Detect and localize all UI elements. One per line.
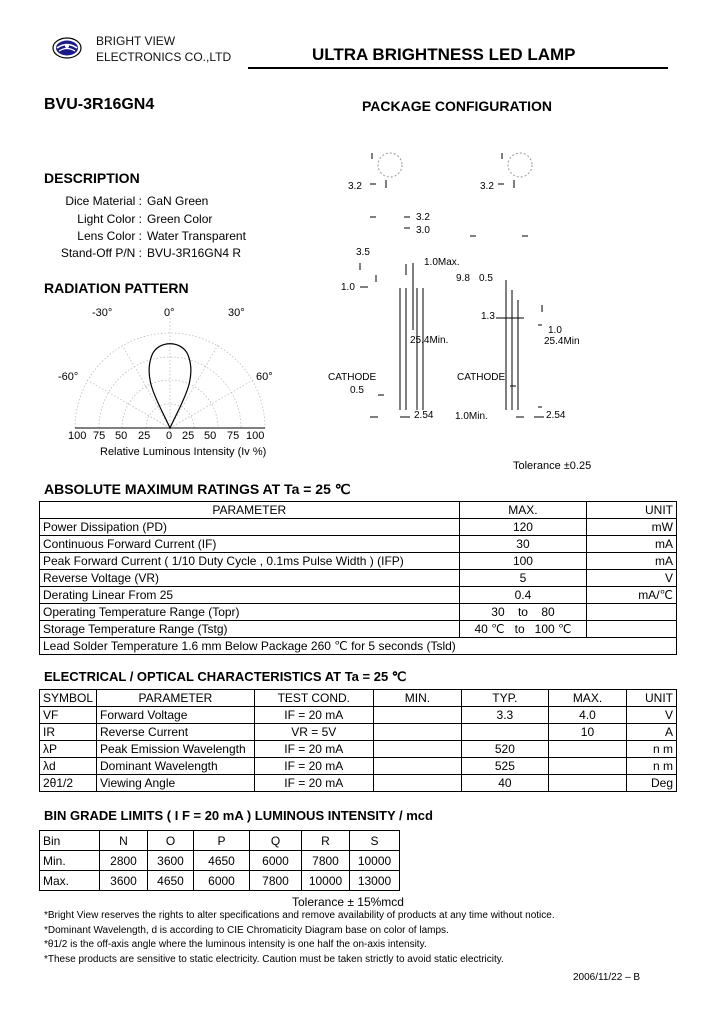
table-header-row <box>40 502 677 519</box>
table-row <box>40 604 677 621</box>
test-cell: IF = 20 mA <box>254 775 373 792</box>
test-cell: VR = 5V <box>254 724 373 741</box>
bin-max-cell: 4650 <box>148 871 194 891</box>
unit-cell: A <box>627 724 677 741</box>
max-cell <box>548 775 627 792</box>
bin-table <box>39 830 400 891</box>
unit-cell: Deg <box>627 775 677 792</box>
typ-cell: 3.3 <box>462 707 548 724</box>
min-cell <box>373 707 461 724</box>
header-max: MAX. <box>459 502 587 519</box>
max-cell: 100 <box>459 553 587 570</box>
part-number: BVU-3R16GN4 <box>44 96 155 113</box>
axis-tick: 100 <box>68 430 87 442</box>
range-to-word: to <box>514 622 525 636</box>
min-cell <box>373 741 461 758</box>
angle-zero: 0° <box>164 307 175 319</box>
bin-min-cell: 4650 <box>194 851 250 871</box>
param-cell: Reverse Voltage (VR) <box>40 570 460 587</box>
title-underline <box>248 67 668 69</box>
bin-header-cell: Q <box>250 831 302 851</box>
param-cell: Storage Temperature Range (Tstg) <box>40 621 460 638</box>
header-symbol: SYMBOL <box>40 690 97 707</box>
angle-plus-30: 30° <box>228 307 245 319</box>
electrical-title: ELECTRICAL / OPTICAL CHARACTERISTICS AT Ta = 25 ℃ <box>44 669 407 684</box>
max-cell: 120 <box>459 519 587 536</box>
header-test: TEST COND. <box>254 690 373 707</box>
table-header-row <box>40 831 400 851</box>
header-unit: UNIT <box>627 690 677 707</box>
note-line: *Dominant Wavelength, d is according to CIE Chromaticity Diagram base on color of lamps. <box>44 925 449 936</box>
unit-cell: mA <box>587 536 677 553</box>
dim-25-4-min-a: 25.4Min. <box>410 335 449 346</box>
dim-2-54-b: 2.54 <box>546 410 566 421</box>
typ-cell: 525 <box>462 758 548 775</box>
company-name-line2: ELECTRONICS CO.,LTD <box>96 50 232 64</box>
param-cell: Peak Forward Current ( 1/10 Duty Cycle , 0.1ms Pulse Width ) (IFP) <box>40 553 460 570</box>
desc-label: Light Color : <box>77 212 142 226</box>
dim-2-54-a: 2.54 <box>414 410 434 421</box>
solder-cell: Lead Solder Temperature 1.6 mm Below Package 260 ℃ for 5 seconds (Tsld) <box>40 638 677 655</box>
symbol-cell: IR <box>40 724 97 741</box>
max-cell <box>548 741 627 758</box>
bin-max-cell: 7800 <box>250 871 302 891</box>
symbol-cell: λd <box>40 758 97 775</box>
dim-1-0-min: 1.0Min. <box>455 411 488 422</box>
note-line: *θ1/2 is the off-axis angle where the luminous intensity is one half the on-axis intensity. <box>44 939 427 950</box>
package-title: PACKAGE CONFIGURATION <box>362 98 553 114</box>
axis-tick: 25 <box>182 430 195 442</box>
range-from: 30 <box>491 605 505 619</box>
symbol-cell: 2θ1/2 <box>40 775 97 792</box>
range-to: 80 <box>541 605 555 619</box>
max-cell: 30 <box>459 536 587 553</box>
header-parameter: PARAMETER <box>40 502 460 519</box>
desc-value: BVU-3R16GN4 R <box>147 246 242 260</box>
header-unit: UNIT <box>587 502 677 519</box>
bin-header-cell: Bin <box>40 831 100 851</box>
bin-header-cell: S <box>350 831 400 851</box>
range-cell <box>459 621 587 638</box>
cathode-label-b: CATHODE <box>457 372 506 383</box>
dim-3-0: 3.0 <box>416 225 430 236</box>
param-cell: Peak Emission Wavelength <box>97 741 255 758</box>
header-max: MAX. <box>548 690 627 707</box>
typ-cell: 40 <box>462 775 548 792</box>
bin-title: BIN GRADE LIMITS ( I F = 20 mA ) LUMINOUS INTENSITY / mcd <box>44 808 433 823</box>
max-cell: 10 <box>548 724 627 741</box>
note-line: *These products are sensitive to static electricity. Caution must be taken strictly to avoid static electricity. <box>44 954 504 965</box>
unit-cell: n m <box>627 741 677 758</box>
desc-value: Green Color <box>147 212 213 226</box>
angle-minus-30: -30° <box>92 307 113 319</box>
desc-value: GaN Green <box>147 194 209 208</box>
typ-cell: 520 <box>462 741 548 758</box>
bin-max-cell: 3600 <box>100 871 148 891</box>
range-to: 100 ℃ <box>534 622 572 636</box>
dim-1-0-b: 1.0 <box>548 325 562 336</box>
test-cell: IF = 20 mA <box>254 758 373 775</box>
max-cell <box>548 758 627 775</box>
table-row <box>40 741 677 758</box>
doc-title: ULTRA BRIGHTNESS LED LAMP <box>312 45 576 64</box>
dim-1-0-a: 1.0 <box>341 282 355 293</box>
header-min: MIN. <box>373 690 461 707</box>
dim-0-5-a: 0.5 <box>479 273 493 284</box>
param-cell: Dominant Wavelength <box>97 758 255 775</box>
header-parameter: PARAMETER <box>97 690 255 707</box>
desc-value: Water Transparent <box>147 229 246 243</box>
dim-9-8: 9.8 <box>456 273 470 284</box>
table-row <box>40 775 677 792</box>
unit-cell: n m <box>627 758 677 775</box>
param-cell: Power Dissipation (PD) <box>40 519 460 536</box>
bin-header-cell: O <box>148 831 194 851</box>
param-cell: Operating Temperature Range (Topr) <box>40 604 460 621</box>
bin-max-cell: 13000 <box>350 871 400 891</box>
radiation-polar-plot <box>70 310 270 432</box>
table-row <box>40 553 677 570</box>
unit-cell: mW <box>587 519 677 536</box>
dim-3-2-b: 3.2 <box>480 181 494 192</box>
min-cell <box>373 758 461 775</box>
unit-cell <box>587 604 677 621</box>
axis-tick: 100 <box>246 430 265 442</box>
bin-min-cell: 6000 <box>250 851 302 871</box>
abs-max-title: ABSOLUTE MAXIMUM RATINGS AT Ta = 25 ℃ <box>44 481 351 497</box>
table-row <box>40 638 677 655</box>
dim-3-5: 3.5 <box>356 247 370 258</box>
axis-tick: 50 <box>115 430 128 442</box>
test-cell: IF = 20 mA <box>254 707 373 724</box>
axis-tick: 0 <box>166 430 173 442</box>
table-row <box>40 871 400 891</box>
max-cell: 5 <box>459 570 587 587</box>
symbol-cell: VF <box>40 707 97 724</box>
desc-label: Lens Color : <box>77 229 142 243</box>
dim-1-0-max: 1.0Max. <box>424 257 460 268</box>
dim-3-2-c: 3.2 <box>416 212 430 223</box>
bin-max-cell: Max. <box>40 871 100 891</box>
angle-minus-60: -60° <box>58 371 79 383</box>
bin-header-cell: N <box>100 831 148 851</box>
angle-plus-60: 60° <box>256 371 273 383</box>
unit-cell: V <box>627 707 677 724</box>
package-drawing <box>320 140 620 430</box>
company-name-line1: BRIGHT VIEW <box>96 34 176 48</box>
table-row <box>40 587 677 604</box>
note-line: *Bright View reserves the rights to alter specifications and remove availability of products at any time without notice. <box>44 910 555 921</box>
range-from: 40 ℃ <box>474 622 505 636</box>
range-cell <box>459 604 587 621</box>
axis-tick: 25 <box>138 430 151 442</box>
bin-max-cell: 10000 <box>302 871 350 891</box>
param-cell: Forward Voltage <box>97 707 255 724</box>
footer-date: 2006/11/22 – B <box>573 972 641 983</box>
unit-cell <box>587 621 677 638</box>
bin-min-cell: 7800 <box>302 851 350 871</box>
bin-tolerance: Tolerance ± 15%mcd <box>292 895 404 909</box>
table-header-row <box>40 690 677 707</box>
param-cell: Viewing Angle <box>97 775 255 792</box>
package-tolerance: Tolerance ±0.25 <box>513 460 592 472</box>
company-logo <box>52 37 82 59</box>
param-cell: Continuous Forward Current (IF) <box>40 536 460 553</box>
electrical-table <box>39 689 677 792</box>
dim-25-4-min-b: 25.4Min <box>544 336 580 347</box>
bin-min-cell: 3600 <box>148 851 194 871</box>
param-cell: Derating Linear From 25 <box>40 587 460 604</box>
axis-tick: 75 <box>227 430 240 442</box>
param-cell: Reverse Current <box>97 724 255 741</box>
axis-tick: 75 <box>93 430 106 442</box>
table-row <box>40 536 677 553</box>
dim-1-3: 1.3 <box>481 311 495 322</box>
unit-cell: mA/℃ <box>587 587 677 604</box>
range-to-word: to <box>517 605 528 619</box>
bin-header-cell: R <box>302 831 350 851</box>
cathode-label-a: CATHODE <box>328 372 377 383</box>
table-row <box>40 758 677 775</box>
bin-max-cell: 6000 <box>194 871 250 891</box>
table-row <box>40 707 677 724</box>
radiation-title: RADIATION PATTERN <box>44 280 189 296</box>
abs-max-table <box>39 501 677 655</box>
header-typ: TYP. <box>462 690 548 707</box>
bin-min-cell: Min. <box>40 851 100 871</box>
max-cell: 0.4 <box>459 587 587 604</box>
radiation-axis-label: Relative Luminous Intensity (Iv %) <box>100 446 267 458</box>
desc-label: Stand-Off P/N : <box>60 246 142 260</box>
bin-min-cell: 10000 <box>350 851 400 871</box>
desc-label: Dice Material : <box>65 194 142 208</box>
max-cell: 4.0 <box>548 707 627 724</box>
dim-3-2-a: 3.2 <box>348 181 362 192</box>
bin-header-cell: P <box>194 831 250 851</box>
axis-tick: 50 <box>204 430 217 442</box>
table-row <box>40 724 677 741</box>
bin-min-cell: 2800 <box>100 851 148 871</box>
dim-0-5-b: 0.5 <box>350 385 364 396</box>
table-row <box>40 570 677 587</box>
unit-cell: mA <box>587 553 677 570</box>
table-row <box>40 519 677 536</box>
symbol-cell: λP <box>40 741 97 758</box>
test-cell: IF = 20 mA <box>254 741 373 758</box>
table-row <box>40 851 400 871</box>
unit-cell: V <box>587 570 677 587</box>
min-cell <box>373 724 461 741</box>
typ-cell <box>462 724 548 741</box>
min-cell <box>373 775 461 792</box>
description-title: DESCRIPTION <box>44 170 140 186</box>
table-row <box>40 621 677 638</box>
